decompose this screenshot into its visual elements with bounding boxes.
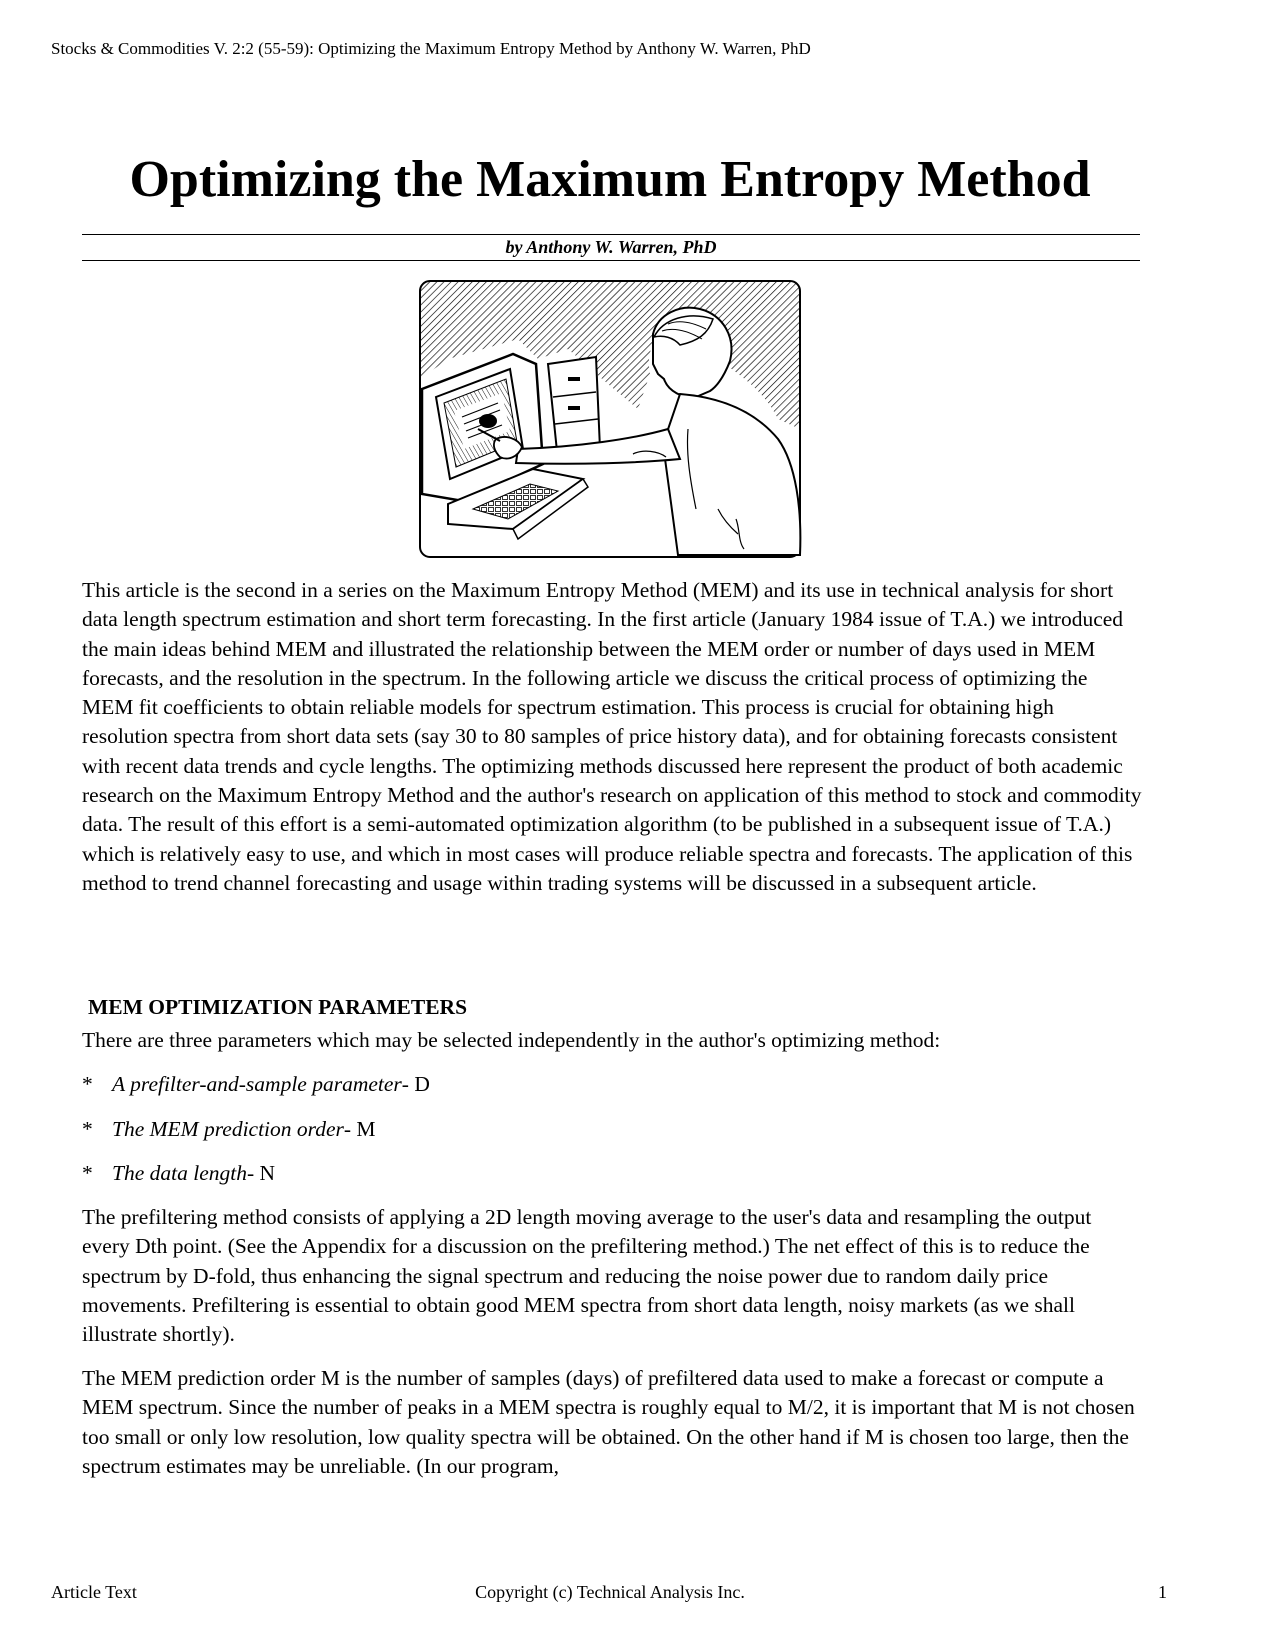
bullet-symbol: - N: [246, 1161, 276, 1185]
byline-bottom-rule: [82, 260, 1140, 261]
footer-copyright: Copyright (c) Technical Analysis Inc.: [475, 1582, 745, 1602]
byline-top-rule: [82, 234, 1140, 235]
bullet-item: [82, 1115, 376, 1143]
bullet-marker: *: [82, 1161, 93, 1185]
intro-paragraph: [82, 576, 1142, 898]
running-header: Stocks & Commodities V. 2:2 (55-59): Optimizing the Maximum Entropy Method by Anthony W. Warren, PhD: [51, 39, 811, 58]
bullet-item: [82, 1070, 430, 1098]
prefilter-text: The prefiltering method consists of applying a 2D length moving average to the user's data and resampling the output every Dth point. (See the Appendix for a discussion on the prefiltering method.) The net effect of this is to reduce the spectrum by D-fold, thus enhancing the signal spectrum and reducing the noise power due to random daily price movements. Prefiltering is essential to obtain good MEM spectra from short data length, noisy markets (as we shall illustrate shortly).: [82, 1205, 1092, 1347]
page-number: 1: [1158, 1582, 1167, 1602]
article-title: Optimizing the Maximum Entropy Method: [129, 151, 1091, 208]
bullet-term: The MEM prediction order: [112, 1117, 344, 1141]
params-intro-text: There are three parameters which may be selected independently in the author's optimizing method:: [82, 1028, 941, 1052]
footer-section-label: Article Text: [51, 1582, 137, 1602]
bullet-term: A prefilter-and-sample parameter: [112, 1072, 402, 1096]
bullet-item: [82, 1159, 275, 1187]
bullet-marker: *: [82, 1117, 93, 1141]
order-paragraph: [82, 1364, 1142, 1481]
bullet-symbol: - M: [343, 1117, 376, 1141]
bullet-symbol: - D: [401, 1072, 430, 1096]
params-intro-paragraph: [82, 1026, 1142, 1055]
section-heading: MEM OPTIMIZATION PARAMETERS: [88, 995, 468, 1019]
bullet-term: The data length: [112, 1161, 247, 1185]
order-text: The MEM prediction order M is the number of samples (days) of prefiltered data used to make a forecast or compute a MEM spectrum. Since the number of peaks in a MEM spectra is roughly equal to M/2, it is important that M is not chosen too small or only low resolution, low quality spectra will be obtained. On the other hand if M is chosen too large, then the spectrum estimates may be unreliable. (In our program,: [82, 1366, 1135, 1478]
prefilter-paragraph: [82, 1203, 1142, 1349]
intro-text: This article is the second in a series on the Maximum Entropy Method (MEM) and its use in technical analysis for short data length spectrum estimation and short term forecasting. In the first article (January 1984 issue of T.A.) we introduced the main ideas behind MEM and illustrated the relationship between the MEM order or number of days used in MEM forecasts, and the resolution in the spectrum. In the following article we discuss the critical process of optimizing the MEM fit coefficients to obtain reliable models for spectrum estimation. This process is crucial for obtaining high resolution spectra from short data sets (say 30 to 80 samples of price history data), and for obtaining forecasts consistent with recent data trends and cycle lengths. The optimizing methods discussed here represent the product of both academic research on the Maximum Entropy Method and the author's research on application of this method to stock and commodity data. The result of this effort is a semi-automated optimization algorithm (to be published in a subsequent issue of T.A.) which is relatively easy to use, and which in most cases will produce reliable spectra and forecasts. The application of this method to trend channel forecasting and usage within trading systems will be discussed in a subsequent article.: [82, 578, 1142, 895]
person-at-computer-illustration: [418, 279, 802, 559]
article-byline: by Anthony W. Warren, PhD: [505, 237, 717, 257]
bullet-marker: *: [82, 1072, 93, 1096]
